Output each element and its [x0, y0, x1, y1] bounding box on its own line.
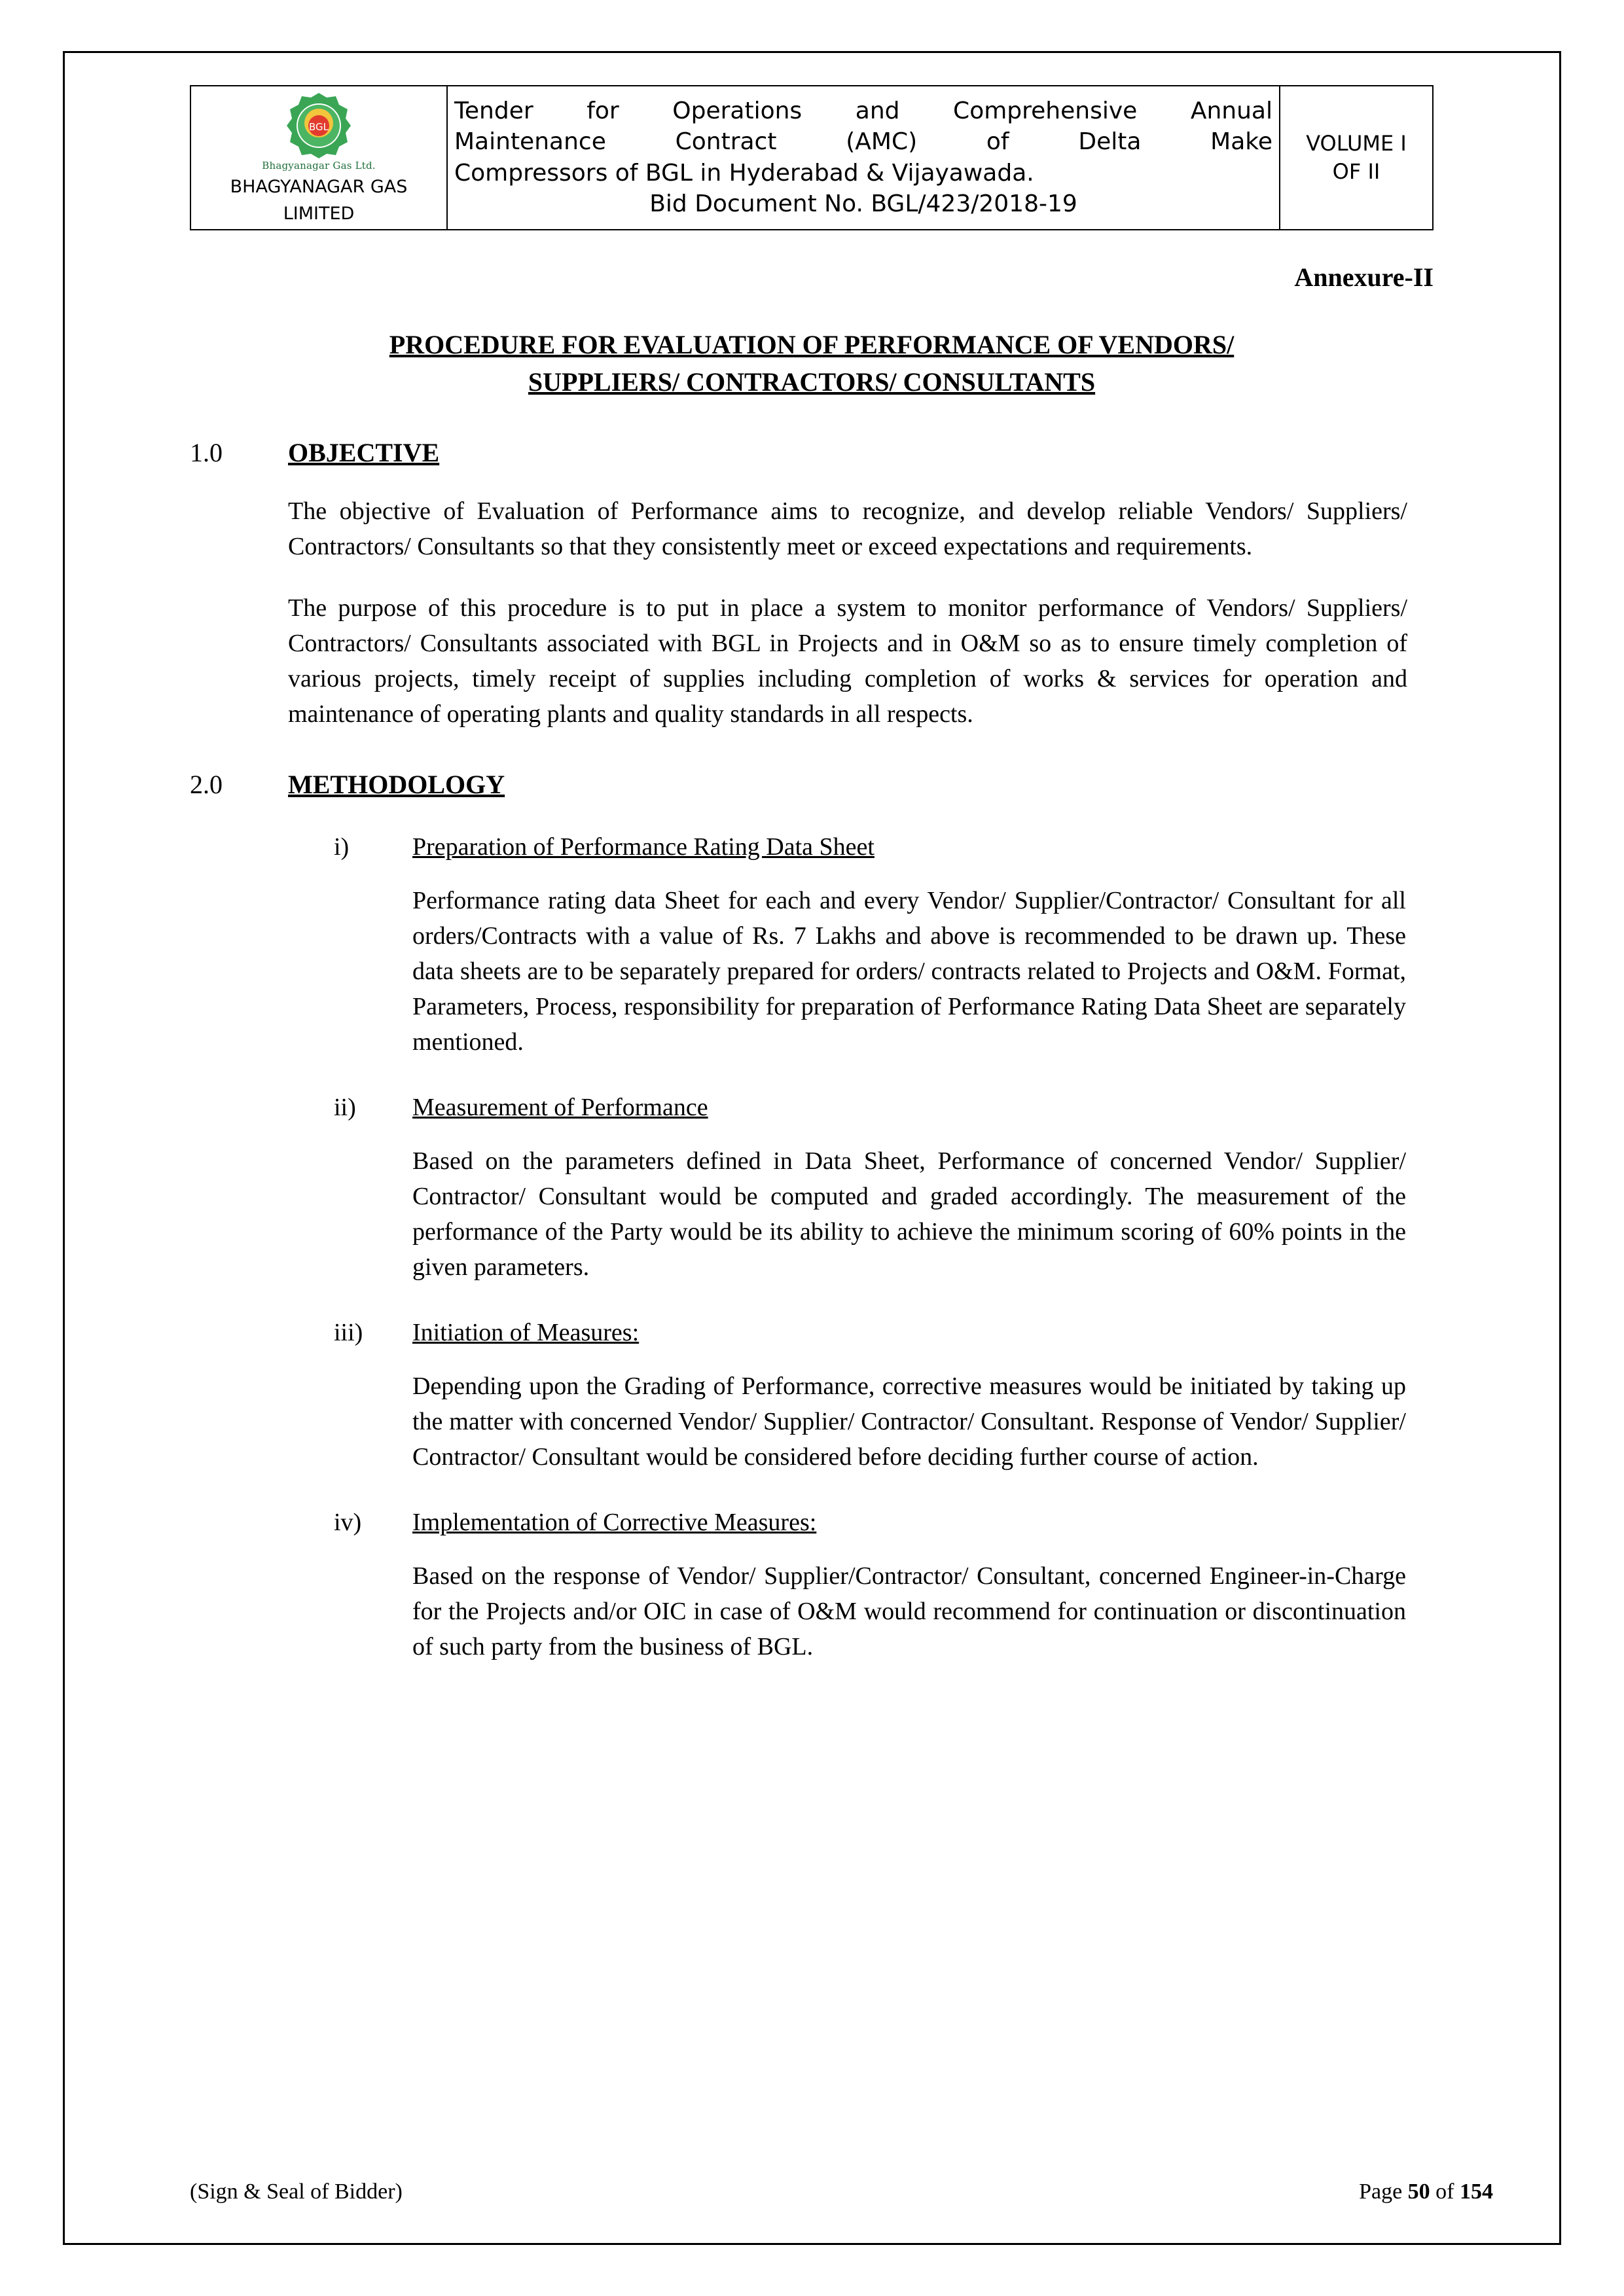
item-heading: Initiation of Measures: [412, 1318, 640, 1346]
page-title [229, 327, 1394, 401]
objective-paragraph-2: The purpose of this procedure is to put in place a system to monitor performance of Vendors/ Suppliers/ Contractors/ Consultants associated with BGL in Projects and in O&M so as to ensure timely completion of various projects, timely receipt of supplies including completion of works & services for operation and maintenance of operating plants and quality standards in all respects. [288, 594, 1407, 728]
methodology-item [190, 1508, 1434, 1537]
item-body: Based on the response of Vendor/ Supplier/Contractor/ Consultant, concerned Engineer-in-Charge for the Projects and/or OIC in case of O&M would recommend for continuation or discontinuation of such party from the business of BGL. [412, 1562, 1406, 1660]
header-title-line-2: Maintenance Contract (AMC) of Delta Make [454, 128, 1272, 156]
section-number: 1.0 [190, 438, 223, 468]
logo-caption-line2: LIMITED [283, 203, 355, 224]
item-marker: i) [334, 833, 350, 861]
footer-page-word: Page [1359, 2179, 1403, 2204]
annexure-label: Annexure-II [1294, 262, 1434, 292]
header-logo-cell [190, 86, 447, 230]
item-marker: iv) [334, 1508, 362, 1536]
footer-sign-seal: (Sign & Seal of Bidder) [190, 2179, 403, 2204]
section-heading: METHODOLOGY [288, 770, 505, 800]
logo-company-name: Bhagyanagar Gas Ltd. [262, 160, 376, 171]
item-heading: Measurement of Performance [412, 1093, 708, 1121]
item-body: Based on the parameters defined in Data Sheet, Performance of concerned Vendor/ Supplier/ Contractor/ Consultant would be computed and graded accordingly. The measurement of the performance of the Party would be its ability to achieve the minimum scoring of 60% points in the given parameters. [412, 1147, 1406, 1281]
item-body: Performance rating data Sheet for each and every Vendor/ Supplier/Contractor/ Consultant for all orders/Contracts with a value of Rs. 7 Lakhs and above is recommended to be drawn up. These data sheets are to be separately prepared for orders/ contracts related to Projects and O&M. Format, Parameters, Process, responsibility for preparation of Performance Rating Data Sheet are separately mentioned. [412, 887, 1406, 1056]
methodology-item [190, 833, 1434, 861]
methodology-item [190, 1318, 1434, 1347]
header-bid-document-number: Bid Document No. BGL/423/2018-19 [649, 190, 1077, 218]
item-body: Depending upon the Grading of Performance, corrective measures would be initiated by taking up the matter with concerned Vendor/ Supplier/ Contractor/ Consultant. Response of Vendor/ Supplier/ Contractor/ Consultant would be considered before deciding further course of action. [412, 1372, 1406, 1471]
header-title-cell [447, 86, 1280, 230]
page-title-line-1: PROCEDURE FOR EVALUATION OF PERFORMANCE OF VENDORS/ [389, 329, 1235, 359]
page-content [190, 85, 1434, 1664]
header-volume-line-1: VOLUME I [1306, 130, 1407, 156]
document-header-table [190, 85, 1434, 230]
footer-page-indicator [1359, 2179, 1493, 2204]
section-number: 2.0 [190, 770, 223, 800]
header-title-line-1: Tender for Operations and Comprehensive Annual [454, 97, 1272, 124]
header-volume-cell [1280, 86, 1433, 230]
page-title-line-2: SUPPLIERS/ CONTRACTORS/ CONSULTANTS [528, 367, 1096, 397]
header-title-line-3: Compressors of BGL in Hyderabad & Vijayawada. [454, 159, 1034, 187]
item-heading: Implementation of Corrective Measures: [412, 1508, 817, 1536]
section-heading: OBJECTIVE [288, 438, 440, 468]
page-footer [190, 2179, 1493, 2204]
header-volume-line-2: OF II [1332, 158, 1380, 184]
svg-text:BGL: BGL [308, 121, 329, 133]
bgl-logo-icon [283, 90, 354, 158]
section-objective [190, 437, 1434, 468]
section-methodology [190, 769, 1434, 800]
footer-total-pages: 154 [1460, 2179, 1493, 2204]
footer-of-word: of [1435, 2179, 1454, 2204]
logo-caption-line1: BHAGYANAGAR GAS [230, 177, 408, 197]
item-marker: iii) [334, 1318, 363, 1346]
methodology-item [190, 1093, 1434, 1122]
footer-page-number: 50 [1407, 2179, 1430, 2204]
item-heading: Preparation of Performance Rating Data Sheet [412, 833, 875, 861]
objective-paragraph-1: The objective of Evaluation of Performance aims to recognize, and develop reliable Vendors/ Suppliers/ Contractors/ Consultants so that they consistently meet or exceed expectations and requirements. [288, 497, 1407, 561]
item-marker: ii) [334, 1093, 356, 1121]
